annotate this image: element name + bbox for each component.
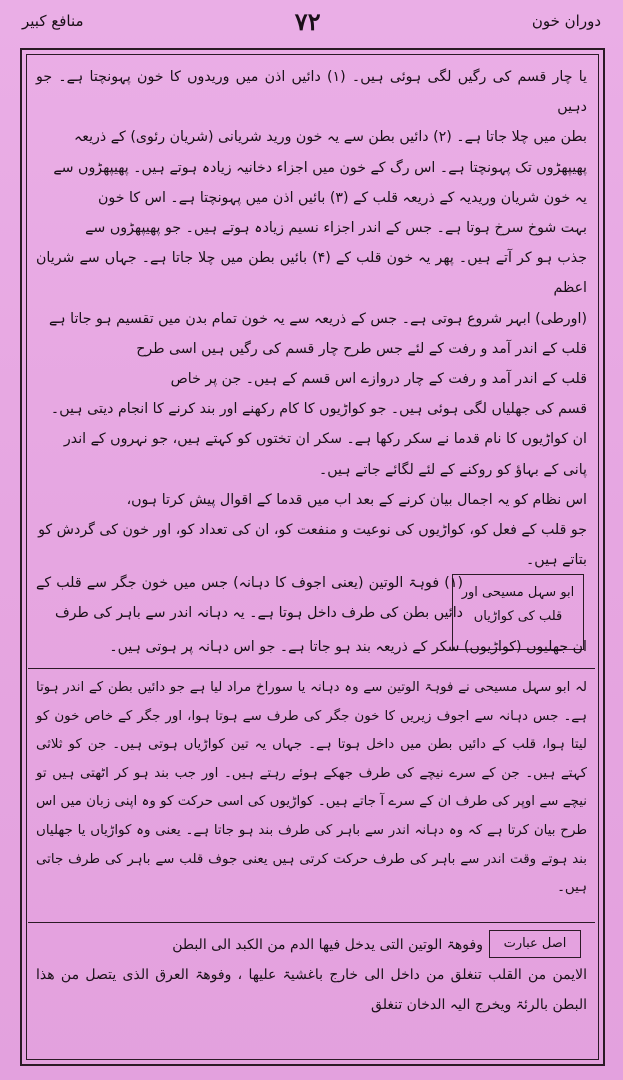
text-line: بہت شوخ سرخ ہوتا ہے۔ جس کے اندر اجزاء نسیم زیادہ ہوتے ہیں۔ جو پھیپھڑوں سے — [85, 220, 587, 237]
text-line: جو قلب کے فعل کو، کواڑیوں کی نوعیت و منفعت کو، ان کی تعداد کو، اور خون کی گردش کو — [38, 522, 587, 539]
footnote: لہ ابو سہل مسیحی نے فوہۃ الوتین سے وہ دہانہ یا سوراخ مراد لیا ہے جو دائیں بطن کے اندر ہوتا ہے۔ جس دہانہ سے اجوف زیریں کا خون جگر کی طرف سے ہوتا ہوا، اور جگر کے خاص خون کو لیتا ہوا، قلب کے دائیں بطن میں داخل ہوتا ہے۔ جہاں یہ تین کواڑیاں ہوتی ہیں۔ جن کو ثلاثی کہتے ہیں۔ جن کے سرے نیچے کی طرف جھکے ہوئے رہتے ہیں۔ اور جب بند ہو کر اٹھتی ہیں تو نیچے سے اوپر کی طرف ان کے سرے آ جاتے ہیں۔ کواڑیوں کی اسی حرکت کو وہ اپنی زبان میں اس طرح بیان کرتا ہے کہ وہ دہانہ اندر سے باہر کی طرف بند ہو جاتا ہے۔ یعنی وہ کواڑیاں یا جھلیاں بند ہوتے وقت اندر سے باہر کی طرف حرکت کرتی ہیں یعنی جوف قلب سے باہر کی طرف جاتی ہیں۔ — [36, 680, 587, 896]
text-line: قلب کے اندر آمد و رفت کے چار دروازے اس قسم کے ہیں۔ جن پر خاص — [170, 371, 587, 388]
text-line: یہ خون شریان وریدیہ کے ذریعہ قلب کے (۳) بائیں اذن میں پہونچتا ہے۔ اس کا خون — [98, 189, 587, 206]
text-line: ان کواڑیوں کا نام قدما نے سکر رکھا ہے۔ سکر ان تختوں کو کہتے ہیں، جو نہروں کے اندر — [63, 431, 587, 448]
main-text — [36, 62, 587, 575]
text-line: قسم کی جھلیاں لگی ہوئی ہیں۔ جو کواڑیوں کا کام رکھنے اور بند کرنے کا انجام دیتی ہیں۔ — [50, 401, 587, 418]
side-label-box: ابو سہل مسیحی اور قلب کی کواڑیاں — [452, 574, 584, 650]
original-text-divider — [28, 922, 595, 923]
header-chapter-title: دوران خون — [531, 12, 601, 30]
text-line: (اورطی) ابہر شروع ہوتی ہے۔ جس کے ذریعہ سے یہ خون تمام بدن میں تقسیم ہو جاتا ہے — [49, 310, 587, 327]
section-one-continued: ان جھلیوں (کواڑیوں) سکر کے ذریعہ بند ہو جاتا ہے۔ جو اس دہانہ پر ہوتی ہیں۔ — [109, 639, 587, 655]
text-line: پانی کے بہاؤ کو روکنے کے لئے لگائے جاتے ہیں۔ — [318, 461, 587, 478]
text-line: بطن میں چلا جاتا ہے۔ (۲) دائیں بطن سے یہ خون ورید شریانی (شریان رئوی) کے ذریعہ — [73, 129, 587, 146]
footnote-divider — [28, 668, 595, 669]
arabic-text-line-1: وفوھۃ الوتین التی یدخل فیھا الدم من الکبد الی البطن — [172, 937, 483, 953]
section-one-text: (۱) فوہۃ الوتین (یعنی اجوف کا دہانہ) جس میں خون جگر سے قلب کے دائیں بطن کی طرف داخل ہوتا ہے۔ یہ دہانہ اندر سے باہر کی طرف — [36, 575, 463, 621]
text-line: اس نظام کو یہ اجمال بیان کرنے کے بعد اب میں قدما کے اقوال پیش کرتا ہوں، — [126, 491, 587, 508]
arabic-text-line-2: الایمن من القلب تنغلق من داخل الی خارج باغشیۃ علیھا ، وفوھۃ العرق الذی یتصل من ھذا البطن بالرئۃ ویخرج الیہ الدخان تنغلق — [36, 967, 587, 1013]
page-header — [22, 6, 601, 36]
text-line: یا چار قسم کی رگیں لگی ہوئی ہیں۔ (۱) دائیں اذن میں وریدوں کا خون پہونچتا ہے۔ جو دہیں — [36, 69, 587, 116]
text-line: قلب کے اندر آمد و رفت کے لئے جس طرح چار قسم کی رگیں ہیں اسی طرح — [136, 340, 587, 357]
page-number: ۷۲ — [294, 6, 321, 36]
text-line: بتاتے ہیں۔ — [525, 552, 587, 569]
text-line: پھیپھڑوں تک پہونچتا ہے۔ اس رگ کے خون میں اجزاء دخانیہ زیادہ ہوتے ہیں۔ پھیپھڑوں سے — [53, 159, 587, 176]
header-book-title: منافع کبیر — [22, 12, 84, 30]
original-text-label: اصل عبارت — [489, 930, 581, 958]
text-line: جذب ہو کر آتے ہیں۔ پھر یہ خون قلب کے (۴) بائیں بطن میں چلا جاتا ہے۔ جہاں سے شریان اعظم — [36, 250, 587, 297]
